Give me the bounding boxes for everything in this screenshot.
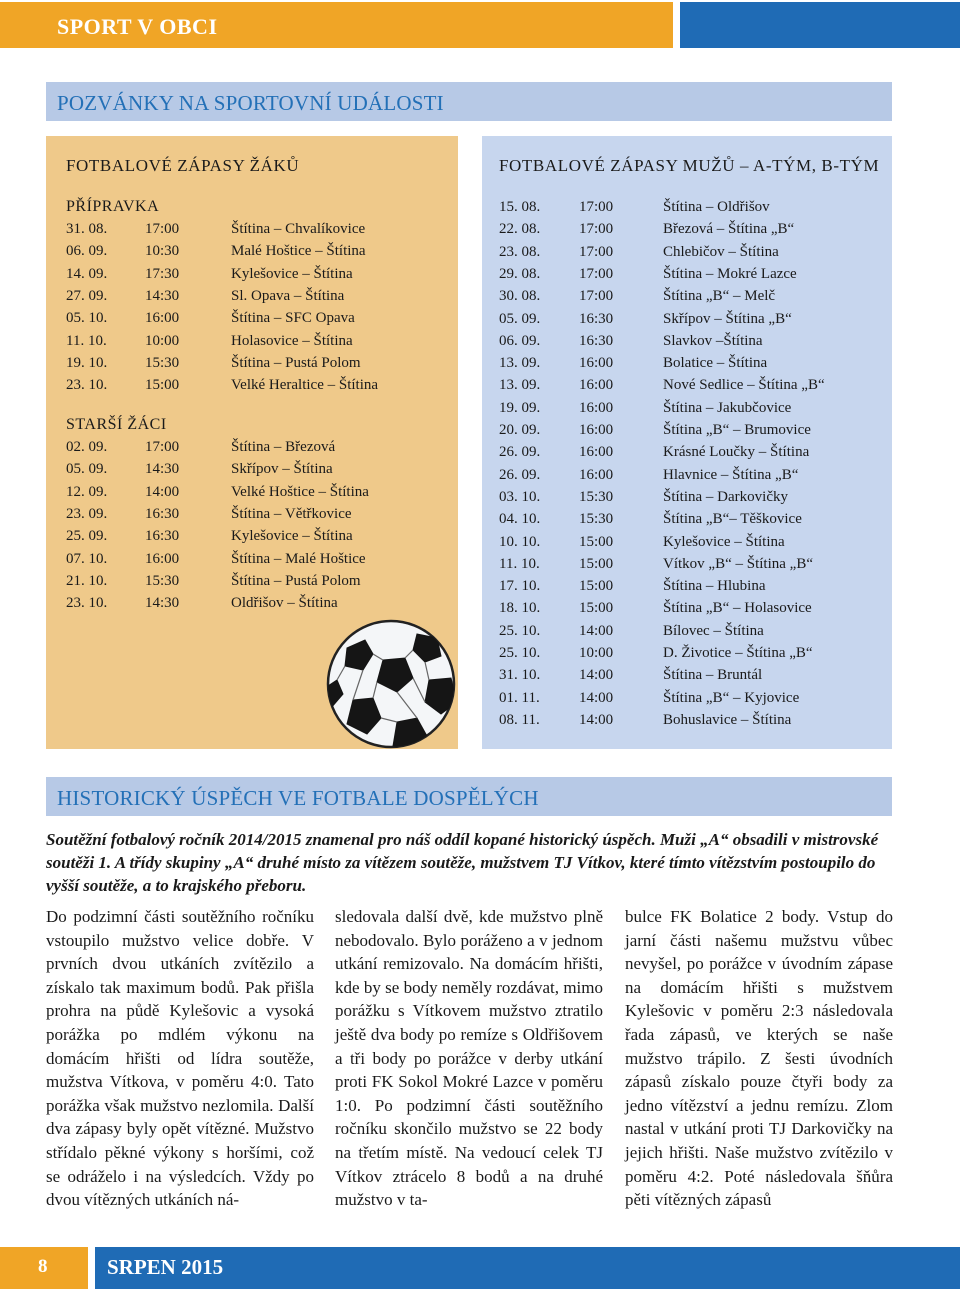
match-row — [66, 221, 446, 243]
match-row — [499, 355, 884, 377]
match-row — [66, 377, 446, 399]
match-row — [499, 422, 884, 444]
match-row — [499, 400, 884, 422]
prep-subtitle: PŘÍPRAVKA — [66, 198, 160, 215]
match-date: 05. 10. — [66, 310, 108, 327]
match-row — [499, 645, 884, 667]
match-teams: Štítina – SFC Opava — [231, 310, 355, 327]
match-teams: Krásné Loučky – Štítina — [663, 444, 810, 461]
match-time: 15:30 — [145, 354, 180, 371]
match-teams: Skřípov – Štítina — [231, 461, 333, 478]
match-row — [499, 467, 884, 489]
match-teams: Štítina „B“– Těškovice — [663, 511, 802, 528]
match-teams: Kylešovice – Štítina — [231, 528, 353, 545]
match-date: 23. 10. — [66, 595, 108, 612]
match-teams: Malé Hoštice – Štítina — [231, 243, 366, 260]
match-date: 11. 10. — [499, 555, 540, 572]
match-date: 04. 10. — [499, 511, 541, 528]
match-time: 17:00 — [579, 265, 614, 282]
article-column-3: bulce FK Bolatice 2 body. Vstup do jarní části našemu mužstvu vůbec nevyšel, po porážce v úvodním zápase na domácím hřišti s mužstvem Kylešovic v poměru 2:3 následovala řada zápasů, ve kterých se naše mužstvo trápilo. Z šesti úvodních zápasů získalo pouze čtyři body za jedno vítězství a jednu remízu. Zlom nastal v utkání proti TJ Darkovičky na jejich hřišti. Naše mužstvo zvítězilo v poměru 4:2. Poté následovala šňůra pěti vítězných zápasů — [625, 907, 893, 1210]
match-row — [66, 288, 446, 310]
match-date: 26. 09. — [499, 466, 541, 483]
match-date: 13. 09. — [499, 355, 541, 372]
match-teams: Vítkov „B“ – Štítina „B“ — [663, 555, 813, 572]
match-date: 02. 09. — [66, 439, 108, 455]
match-teams: Skřípov – Štítina „B“ — [663, 310, 792, 327]
match-date: 17. 10. — [499, 578, 541, 595]
match-row — [66, 528, 446, 550]
match-date: 07. 10. — [66, 550, 108, 567]
match-date: 31. 08. — [66, 221, 108, 237]
match-time: 14:00 — [579, 711, 614, 728]
match-row — [66, 266, 446, 288]
match-teams: Slavkov –Štítina — [663, 332, 763, 349]
events-heading — [46, 82, 892, 121]
match-time: 10:30 — [145, 243, 180, 260]
match-date: 23. 08. — [499, 243, 541, 260]
match-date: 05. 09. — [66, 461, 108, 478]
match-date: 31. 10. — [499, 667, 541, 684]
match-time: 17:30 — [145, 265, 180, 282]
match-teams: Štítina – Březová — [231, 439, 336, 455]
match-row — [66, 484, 446, 506]
match-time: 14:00 — [579, 667, 614, 684]
match-date: 10. 10. — [499, 533, 541, 550]
match-teams: Štítina – Bruntál — [663, 667, 763, 684]
match-teams: Štítina – Malé Hoštice — [231, 550, 366, 567]
match-teams: Nové Sedlice – Štítina „B“ — [663, 377, 825, 394]
match-time: 17:00 — [579, 243, 614, 260]
match-date: 06. 09. — [66, 243, 108, 260]
match-teams: Velké Hoštice – Štítina — [231, 483, 369, 500]
match-time: 14:30 — [145, 595, 180, 612]
match-row — [66, 506, 446, 528]
footer-blue-band — [95, 1247, 960, 1289]
match-date: 27. 09. — [66, 287, 108, 304]
match-date: 08. 11. — [499, 711, 540, 728]
match-row — [499, 600, 884, 622]
match-teams: Sl. Opava – Štítina — [231, 287, 345, 304]
match-row — [499, 244, 884, 266]
match-time: 14:30 — [145, 287, 180, 304]
match-teams: Štítina – Darkovičky — [663, 488, 788, 505]
match-row — [66, 243, 446, 265]
match-date: 19. 09. — [499, 399, 541, 416]
match-time: 15:00 — [579, 533, 614, 550]
match-time: 15:30 — [579, 511, 614, 528]
match-teams: Štítina – Chvalíkovice — [231, 221, 366, 237]
match-time: 14:00 — [145, 483, 180, 500]
match-teams: Hlavnice – Štítina „B“ — [663, 466, 799, 483]
match-teams: Štítina – Jakubčovice — [663, 399, 792, 416]
match-row — [499, 199, 884, 221]
match-teams: Holasovice – Štítina — [231, 332, 353, 349]
match-row — [499, 623, 884, 645]
match-time: 16:00 — [579, 444, 614, 461]
match-teams: Bílovec – Štítina — [663, 622, 764, 639]
match-date: 13. 09. — [499, 377, 541, 394]
match-row — [66, 573, 446, 595]
match-date: 15. 08. — [499, 199, 541, 215]
match-row — [66, 595, 446, 617]
events-heading-text: POZVÁNKY NA SPORTOVNÍ UDÁLOSTI — [57, 91, 444, 115]
match-time: 16:00 — [579, 377, 614, 394]
match-row — [499, 690, 884, 712]
match-time: 15:00 — [145, 377, 180, 394]
match-date: 26. 09. — [499, 444, 541, 461]
match-row — [499, 377, 884, 399]
match-teams: Štítina „B“ – Kyjovice — [663, 689, 800, 706]
match-row — [499, 266, 884, 288]
match-date: 23. 09. — [66, 505, 108, 522]
match-teams: Chlebičov – Štítina — [663, 243, 779, 260]
match-date: 05. 09. — [499, 310, 541, 327]
match-time: 15:00 — [579, 578, 614, 595]
soccer-ball-icon — [325, 618, 457, 750]
match-time: 16:30 — [579, 332, 614, 349]
match-teams: Kylešovice – Štítina — [663, 533, 785, 550]
match-date: 01. 11. — [499, 689, 540, 706]
match-row — [66, 461, 446, 483]
match-row — [499, 667, 884, 689]
match-time: 10:00 — [145, 332, 180, 349]
match-time: 16:00 — [579, 355, 614, 372]
match-time: 17:00 — [145, 221, 180, 237]
match-date: 19. 10. — [66, 354, 108, 371]
page-number: 8 — [38, 1256, 48, 1277]
match-time: 17:00 — [579, 221, 614, 238]
match-teams: Štítina „B“ – Brumovice — [663, 422, 811, 438]
match-teams: Štítina „B“ – Melč — [663, 288, 776, 305]
history-heading — [46, 777, 892, 816]
article-intro: Soutěžní fotbalový ročník 2014/2015 znamenal pro náš oddíl kopané historický úspěch. Muži „A“ obsadili v mistrovské soutěži 1. A třídy skupiny „A“ druhé místo za vítězem soutěže, mužstvem TJ Vítkov, které tímto vítězstvím postoupilo do vyšší soutěže, a to krajského přeboru. — [46, 830, 879, 895]
match-time: 16:30 — [145, 528, 180, 545]
match-time: 16:00 — [579, 466, 614, 483]
match-teams: Štítina – Větřkovice — [231, 505, 352, 522]
match-date: 30. 08. — [499, 288, 541, 305]
match-teams: Velké Heraltice – Štítina — [231, 377, 379, 394]
match-teams: Štítina – Pustá Polom — [231, 572, 361, 589]
match-time: 16:00 — [145, 550, 180, 567]
match-time: 16:00 — [579, 399, 614, 416]
match-row — [66, 551, 446, 573]
match-date: 22. 08. — [499, 221, 541, 238]
match-row — [499, 712, 884, 734]
match-teams: Štítina – Oldřišov — [663, 199, 770, 215]
match-time: 16:00 — [579, 422, 614, 438]
men-panel-title: FOTBALOVÉ ZÁPASY MUŽŮ – A-TÝM, B-TÝM — [499, 156, 880, 175]
article-column-1: Do podzimní části soutěžního ročníku vstoupilo mužstvo velice dobře. V prvních dvou utkáních zvítězilo a získalo tak maximum bodů. Pak přišla prohra na půdě Kylešovic a vysoká porážka po mdlém výkonu na domácím hřišti od lídra soutěže, mužstva Vítkova, v poměru 4:0. Tato porážka však mužstvo nezlomila. Další dva zápasy byly opět vítězné. Mužstvo střídalo pěkné výkony s horšími, což se odráželo i na výsledcích. Vždy po dvou vítězných utkáních ná- — [46, 907, 314, 1210]
match-date: 20. 09. — [499, 422, 541, 438]
match-time: 16:00 — [145, 310, 180, 327]
footer-bar — [0, 1247, 960, 1289]
header-blue-band — [680, 2, 960, 48]
match-date: 12. 09. — [66, 483, 108, 500]
match-row — [499, 333, 884, 355]
match-row — [499, 221, 884, 243]
match-row — [499, 489, 884, 511]
match-time: 14:00 — [579, 622, 614, 639]
match-date: 11. 10. — [66, 332, 107, 349]
match-teams: D. Životice – Štítina „B“ — [663, 645, 813, 661]
history-heading-text: HISTORICKÝ ÚSPĚCH VE FOTBALE DOSPĚLÝCH — [57, 786, 539, 810]
match-time: 14:00 — [579, 689, 614, 706]
match-teams: Štítina – Mokré Lazce — [663, 265, 797, 282]
match-row — [66, 355, 446, 377]
match-date: 23. 10. — [66, 377, 108, 394]
article-column-2: sledovala další dvě, kde mužstvo plně nebodovalo. Bylo poráženo a v jednom utkání remizovalo. Na domácím hřišti, kde by se body neměly rozdávat, mimo porážku s Vítkovem mužstvo ztratilo ještě dva body po remíze s Oldřišovem a tři body po porážce v derby utkání proti FK Sokol Mokré Lazce v poměru 1:0. Po podzimní části soutěžního ročníku skončilo mužstvo se 22 body na třetím místě. Na vedoucí celek TJ Vítkov ztrácelo 8 bodů a na druhé mužstvo v ta- — [335, 907, 603, 1210]
match-time: 16:30 — [145, 505, 180, 522]
match-row — [499, 534, 884, 556]
match-time: 10:00 — [579, 645, 614, 661]
match-teams: Štítina „B“ – Holasovice — [663, 600, 812, 617]
match-time: 15:00 — [579, 555, 614, 572]
older-subtitle: STARŠÍ ŽÁCI — [66, 416, 167, 433]
header-bar — [0, 0, 960, 48]
match-date: 25. 09. — [66, 528, 108, 545]
match-row — [499, 578, 884, 600]
match-teams: Štítina – Pustá Polom — [231, 354, 361, 371]
match-time: 16:30 — [579, 310, 614, 327]
match-date: 14. 09. — [66, 265, 108, 282]
match-date: 18. 10. — [499, 600, 541, 617]
match-row — [66, 439, 446, 461]
match-time: 14:30 — [145, 461, 180, 478]
youth-panel-title: FOTBALOVÉ ZÁPASY ŽÁKŮ — [66, 156, 300, 175]
match-teams: Oldřišov – Štítina — [231, 595, 338, 612]
issue-label: SRPEN 2015 — [107, 1255, 224, 1279]
match-row — [499, 311, 884, 333]
match-time: 15:30 — [145, 572, 180, 589]
match-teams: Bolatice – Štítina — [663, 355, 768, 372]
match-date: 29. 08. — [499, 265, 541, 282]
match-time: 15:30 — [579, 488, 614, 505]
match-row — [499, 288, 884, 310]
match-date: 03. 10. — [499, 488, 541, 505]
match-teams: Kylešovice – Štítina — [231, 265, 353, 282]
match-teams: Štítina – Hlubina — [663, 578, 766, 595]
match-date: 25. 10. — [499, 622, 541, 639]
match-row — [499, 511, 884, 533]
match-time: 17:00 — [579, 199, 614, 215]
match-row — [66, 333, 446, 355]
match-date: 06. 09. — [499, 332, 541, 349]
match-row — [499, 444, 884, 466]
match-time: 15:00 — [579, 600, 614, 617]
match-teams: Bohuslavice – Štítina — [663, 711, 792, 728]
section-label: SPORT V OBCI — [57, 14, 218, 39]
match-time: 17:00 — [579, 288, 614, 305]
match-time: 17:00 — [145, 439, 180, 455]
match-date: 25. 10. — [499, 645, 541, 661]
match-row — [66, 310, 446, 332]
match-date: 21. 10. — [66, 572, 108, 589]
match-row — [499, 556, 884, 578]
match-teams: Březová – Štítina „B“ — [663, 221, 795, 238]
